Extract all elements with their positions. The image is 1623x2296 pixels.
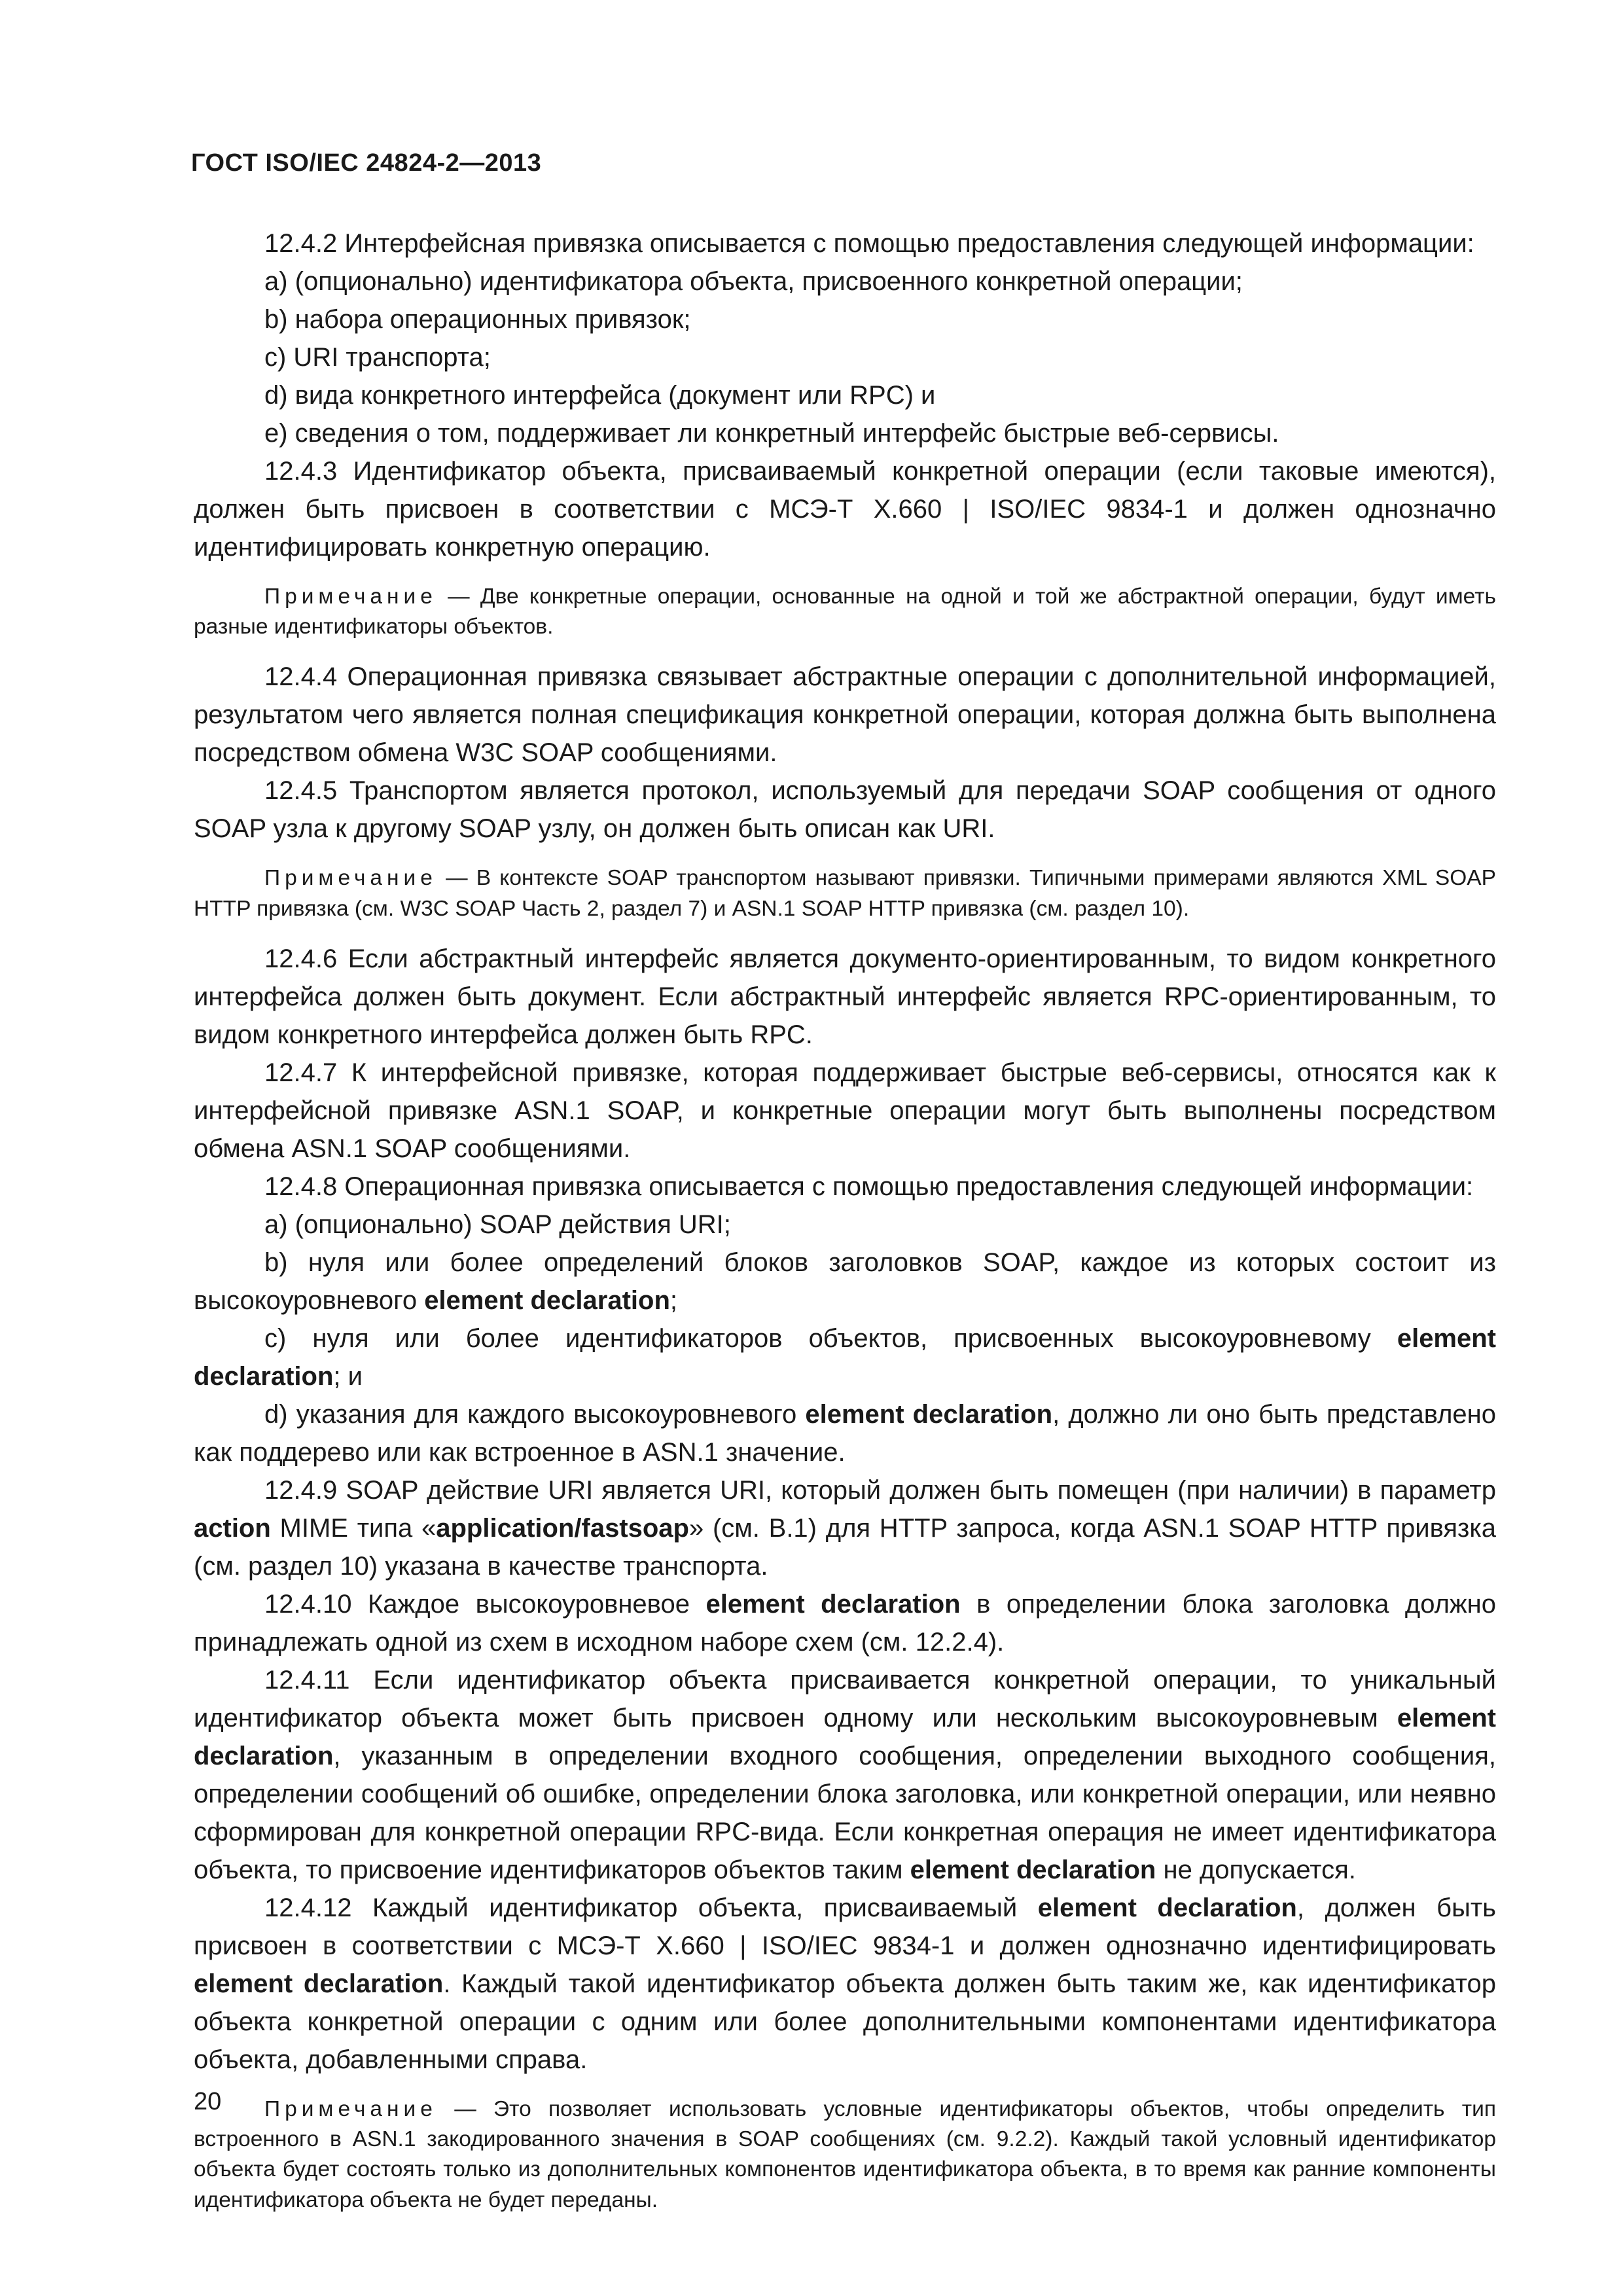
note-3 (194, 2094, 1496, 2215)
list-item-e: e) сведения о том, поддерживает ли конкретный интерфейс быстрые веб-сервисы. (264, 419, 1279, 448)
note-label: Примечание (264, 584, 437, 609)
clause-12-4-9 (194, 1471, 1496, 1585)
clause-12-4-11 (194, 1661, 1496, 1889)
note-text: — Это позволяет использовать условные идентификаторы объектов, чтобы определить тип встроенного в ASN.1 закодированного значения в SOAP сообщениях (см. 9.2.2). Каждый такой условный идентификатор объекта будет состоять только из дополнительных компонентов идентификатора объекта, в то время как ранние компоненты идентификатора объекта не будет переданы. (194, 2096, 1496, 2212)
bold-term: element declaration (194, 1323, 1496, 1391)
text-run: , указанным в определении входного сообщения, определении выходного сообщения, определении сообщений об ошибке, определении блока заголовка, или конкретной операции, или неявно сформирован для конкретной операции RPC-вида. Если конкретная операция не имеет идентификатора объекта, то присвоение идентификаторов объектов таким (194, 1741, 1496, 1884)
list-item-c: c) URI транспорта; (264, 343, 491, 372)
text-run: 12.4.9 SOAP действие URI является URI, который должен быть помещен (при наличии) в параметр (264, 1475, 1496, 1505)
bold-term: element declaration (910, 1855, 1156, 1884)
note-2 (194, 863, 1496, 924)
clause-12-4-5: 12.4.5 Транспортом является протокол, используемый для передачи SOAP сообщения от одного SOAP узла к другому SOAP узлу, он должен быть описан как URI. (194, 776, 1496, 844)
document-header: ГОСТ ISO/IEC 24824-2—2013 (191, 149, 542, 177)
bold-term: application/fastsoap (436, 1513, 689, 1543)
note-label: Примечание (264, 866, 437, 891)
clause-12-4-10 (194, 1585, 1496, 1661)
text-run: ; (669, 1285, 677, 1315)
bold-term: element declaration (194, 1969, 444, 1998)
text-run: » (см. В.1) для HTTP запроса, когда ASN.1 SOAP HTTP привязка (см. раздел 10) указана в качестве транспорта. (194, 1513, 1496, 1581)
text-run: , должен быть присвоен в соответствии с МСЭ-Т X.660 | ISO/IEC 9834-1 и должен однозначно идентифицировать (194, 1893, 1496, 1960)
bold-term: element declaration (424, 1285, 670, 1315)
note-text: — В контексте SOAP транспортом называют привязки. Типичными примерами являются XML SOAP HTTP привязка (см. W3C SOAP Часть 2, раздел 7) и ASN.1 SOAP HTTP привязка (см. раздел 10). (194, 866, 1496, 921)
text-run: c) нуля или более идентификаторов объектов, присвоенных высокоуровневому (264, 1323, 1397, 1353)
text-run: ; и (333, 1361, 363, 1391)
list-item-c (194, 1319, 1496, 1395)
text-run: не допускается. (1156, 1855, 1356, 1884)
list-item-a: a) (опционально) идентификатора объекта, присвоенного конкретной операции; (264, 267, 1243, 296)
text-run: , должно ли оно быть представлено как поддерево или как встроенное в ASN.1 значение. (194, 1399, 1497, 1467)
list-item-a: a) (опционально) SOAP действия URI; (264, 1210, 731, 1239)
text-run: 12.4.11 Если идентификатор объекта присваивается конкретной операции, то уникальный идентификатор объекта может быть присвоен одному или нескольким высокоуровневым (194, 1665, 1496, 1732)
text-run: b) нуля или более определений блоков заголовков SOAP, каждое из которых состоит из высокоуровневого (194, 1247, 1496, 1315)
bold-term: element declaration (705, 1589, 961, 1619)
clause-12-4-7: 12.4.7 К интерфейсной привязке, которая поддерживает быстрые веб-сервисы, относятся как к интерфейсной привязке ASN.1 SOAP, и конкретные операции могут быть выполнены посредством обмена ASN.1 SOAP сообщениями. (194, 1058, 1496, 1163)
clause-12-4-12 (194, 1889, 1496, 2079)
list-item-b (194, 1244, 1496, 1319)
text-run: . Каждый такой идентификатор объекта должен быть таким же, как идентификатор объекта конкретной операции с одним или более дополнительными компонентами идентификатора объекта, добавленными справа. (194, 1969, 1497, 2074)
clause-12-4-4: 12.4.4 Операционная привязка связывает абстрактные операции с дополнительной информацией, результатом чего является полная спецификация конкретной операции, которая должна быть выполнена посредством обмена W3C SOAP сообщениями. (194, 662, 1496, 768)
text-run: 12.4.10 Каждое высокоуровневое (264, 1589, 706, 1619)
bold-term: element declaration (805, 1399, 1053, 1429)
note-1 (194, 582, 1496, 642)
clause-12-4-3: 12.4.3 Идентификатор объекта, присваиваемый конкретной операции (если таковые имеются), должен быть присвоен в соответствии с МСЭ-Т X.660 | ISO/IEC 9834-1 и должен однозначно идентифицировать конкретную операцию. (194, 457, 1496, 562)
page-number: 20 (194, 2088, 222, 2115)
text-run: 12.4.12 Каждый идентификатор объекта, присваиваемый (264, 1893, 1038, 1922)
bold-term: action (194, 1513, 271, 1543)
list-item-d (194, 1395, 1496, 1471)
clause-12-4-6: 12.4.6 Если абстрактный интерфейс является документо-ориентированным, то видом конкретного интерфейса должен быть документ. Если абстрактный интерфейс является RPC-ориентированным, то видом конкретного интерфейса должен быть RPC. (194, 944, 1496, 1049)
list-item-b: b) набора операционных привязок; (264, 305, 691, 334)
note-text: — Две конкретные операции, основанные на одной и той же абстрактной операции, будут иметь разные идентификаторы объектов. (194, 584, 1496, 639)
list-item-d: d) вида конкретного интерфейса (документ или RPC) и (264, 381, 936, 410)
text-run: в определении блока заголовка должно принадлежать одной из схем в исходном наборе схем (см. 12.2.4). (194, 1589, 1497, 1657)
note-label: Примечание (264, 2096, 437, 2121)
page-body (194, 224, 1496, 2215)
text-run: MIME типа « (270, 1513, 437, 1543)
bold-term: element declaration (194, 1703, 1496, 1770)
clause-12-4-2: 12.4.2 Интерфейсная привязка описывается с помощью предоставления следующей информации: (264, 229, 1474, 258)
text-run: d) указания для каждого высокоуровневого (264, 1399, 806, 1429)
clause-12-4-8: 12.4.8 Операционная привязка описывается с помощью предоставления следующей информации: (264, 1172, 1474, 1201)
bold-term: element declaration (1037, 1893, 1297, 1922)
